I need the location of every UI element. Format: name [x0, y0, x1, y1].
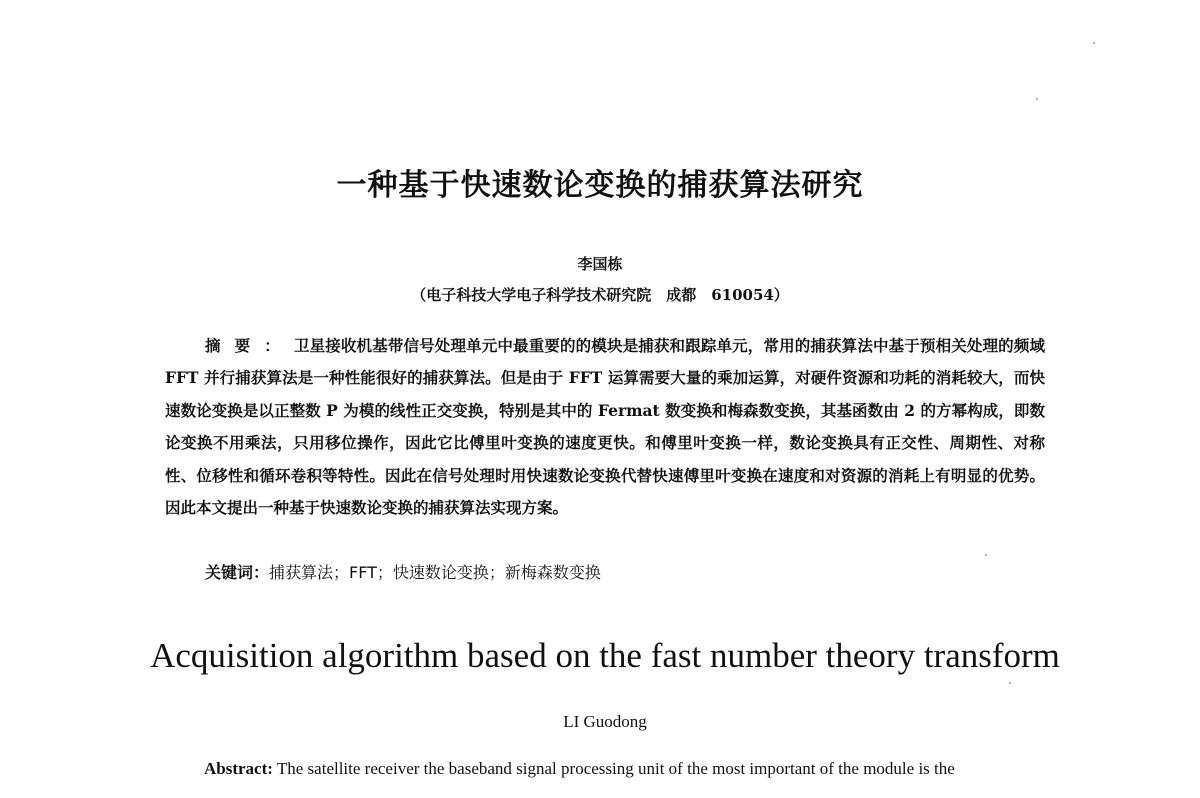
paper-title-cn: 一种基于快速数论变换的捕获算法研究: [336, 168, 864, 203]
abstract-en-label: Abstract:: [204, 759, 273, 778]
scan-speck: [1009, 682, 1011, 684]
affiliation-cn: （电子科技大学电子科学技术研究院 成都 610054）: [411, 286, 789, 304]
scan-speck: [1093, 42, 1095, 44]
abstract-en-text: The satellite receiver the baseband signal processing unit of the most important of the module is the: [276, 759, 955, 778]
abstract-cn-label: 摘要：: [205, 336, 294, 355]
author-cn: 李国栋: [577, 255, 623, 273]
scan-speck: [985, 554, 987, 556]
keywords-cn-text: 捕获算法；FFT；快速数论变换；新梅森数变换: [269, 563, 601, 582]
keywords-cn: [205, 560, 1045, 583]
keywords-cn-label: 关键词：: [205, 563, 270, 582]
abstract-cn-text: 卫星接收机基带信号处理单元中最重要的的模块是捕获和跟踪单元，常用的捕获算法中基于预相关处理的频域 FFT 并行捕获算法是一种性能很好的捕获算法。但是由于 FFT 运算需要大量的乘加运算，对硬件资源和功耗的消耗较大，而快速数论变换是以正整数 P 为模的线性正交变换，特别是其中的 Fermat 数变换和梅森数变换，其基函数由 2 的方幂构成，即数论变换不用乘法，只用移位操作，因此它比傅里叶变换的速度更快。和傅里叶变换一样，数论变换具有正交性、周期性、对称性、位移性和循环卷积等特性。因此在信号处理时用快速数论变换代替快速傅里叶变换在速度和对资源的消耗上有明显的优势。因此本文提出一种基于快速数论变换的捕获算法实现方案。: [165, 336, 1045, 518]
paper-title-en: Acquisition algorithm based on the fast number theory transform: [150, 636, 1060, 675]
abstract-en: [204, 759, 1054, 779]
author-en: LI Guodong: [563, 712, 647, 731]
abstract-cn: [165, 330, 1045, 524]
scan-speck: [1036, 98, 1038, 100]
